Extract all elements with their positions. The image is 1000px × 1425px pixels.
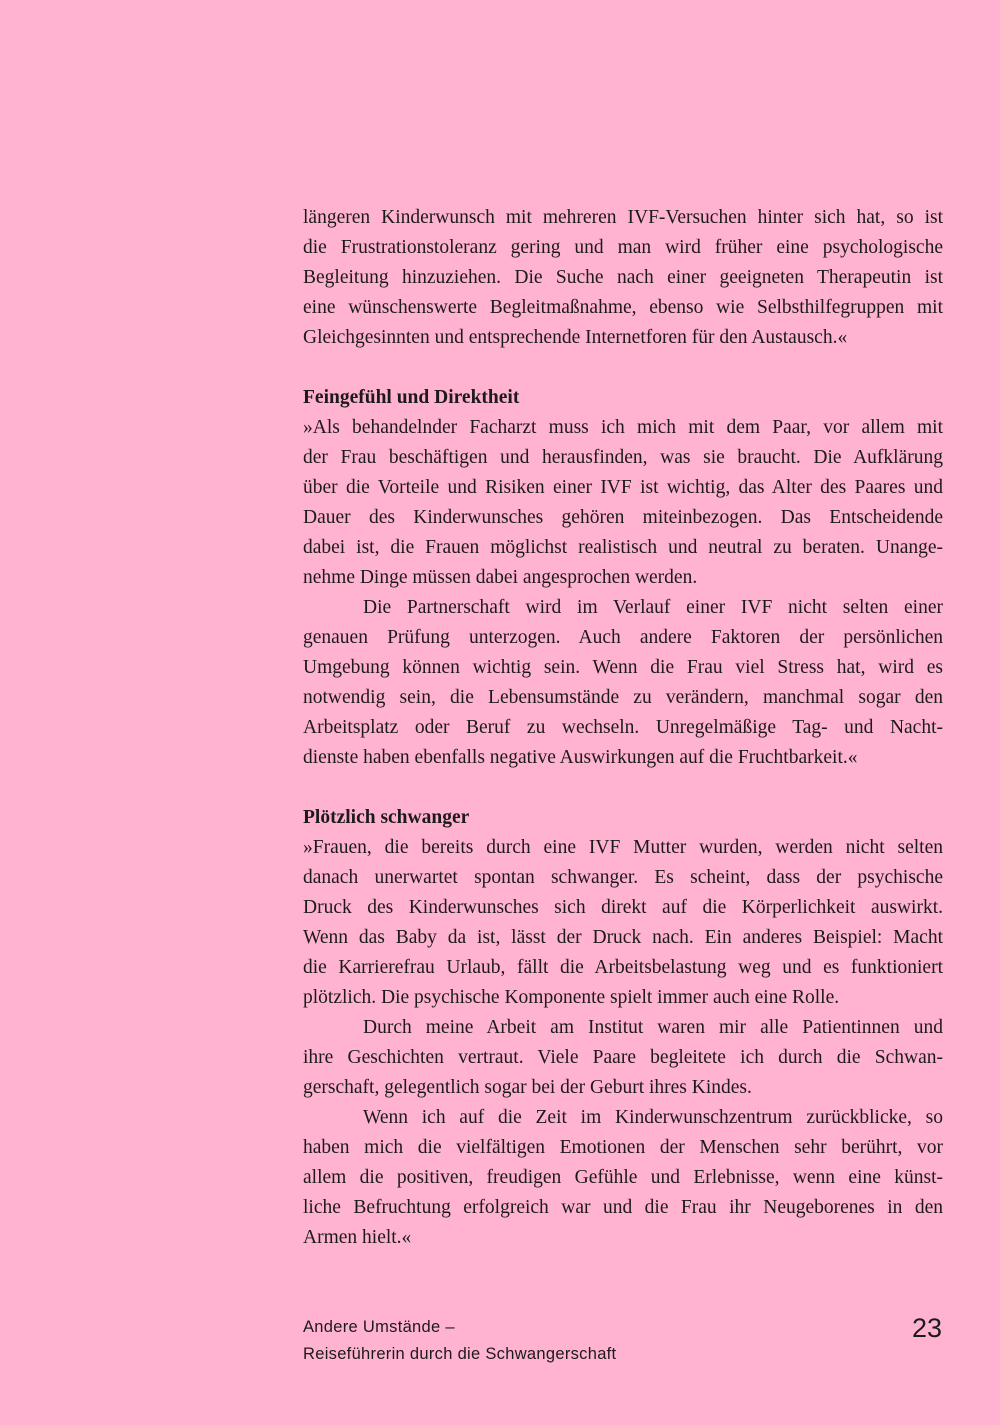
- running-footer-title: [303, 1314, 616, 1368]
- text-line: haben mich die vielfältigen Emotionen der Menschen sehr berührt, vor: [303, 1137, 943, 1158]
- section-heading-ploetzlich: Plötzlich schwanger: [303, 807, 470, 828]
- text-line: der Frau beschäftigen und herausfinden, was sie braucht. Die Aufklärung: [303, 447, 943, 468]
- text-line: plötzlich. Die psychische Komponente spielt immer auch eine Rolle.: [303, 987, 840, 1008]
- text-line: Begleitung hinzuziehen. Die Suche nach einer geeigneten Therapeutin ist: [303, 267, 943, 288]
- section-heading-feingefuehl: Feingefühl und Direktheit: [303, 387, 520, 408]
- footer-title-line: Andere Umstände –: [303, 1318, 455, 1336]
- text-line: über die Vorteile und Risiken einer IVF ist wichtig, das Alter des Paares und: [303, 477, 943, 498]
- text-line: die Frustrationstoleranz gering und man wird früher eine psychologische: [303, 237, 943, 258]
- text-line: gerschaft, gelegentlich sogar bei der Geburt ihres Kindes.: [303, 1077, 752, 1098]
- text-line: Durch meine Arbeit am Institut waren mir alle Patientinnen und: [363, 1017, 943, 1038]
- text-line: Armen hielt.«: [303, 1227, 412, 1248]
- section-gap: [303, 353, 943, 383]
- text-line: eine wünschenswerte Begleitmaßnahme, ebenso wie Selbsthilfegruppen mit: [303, 297, 943, 318]
- text-line: genauen Prüfung unterzogen. Auch andere Faktoren der persönlichen: [303, 627, 943, 648]
- text-line: dabei ist, die Frauen möglichst realistisch und neutral zu beraten. Unange-: [303, 537, 943, 558]
- text-line: Umgebung können wichtig sein. Wenn die Frau viel Stress hat, wird es: [303, 657, 943, 678]
- text-line: nehme Dinge müssen dabei angesprochen werden.: [303, 567, 698, 588]
- text-line: Die Partnerschaft wird im Verlauf einer IVF nicht selten einer: [363, 597, 943, 618]
- text-line: danach unerwartet spontan schwanger. Es scheint, dass der psychische: [303, 867, 943, 888]
- text-line: dienste haben ebenfalls negative Auswirkungen auf die Fruchtbarkeit.«: [303, 747, 858, 768]
- text-line: allem die positiven, freudigen Gefühle und Erlebnisse, wenn eine künst-: [303, 1167, 943, 1188]
- text-line: längeren Kinderwunsch mit mehreren IVF-Versuchen hinter sich hat, so ist: [303, 207, 943, 228]
- text-line: Wenn ich auf die Zeit im Kinderwunschzentrum zurückblicke, so: [363, 1107, 943, 1128]
- body-text: [303, 203, 943, 1253]
- text-line: »Als behandelnder Facharzt muss ich mich mit dem Paar, vor allem mit: [303, 417, 943, 438]
- text-line: Arbeitsplatz oder Beruf zu wechseln. Unregelmäßige Tag- und Nacht-: [303, 717, 943, 738]
- text-line: ihre Geschichten vertraut. Viele Paare begleitete ich durch die Schwan-: [303, 1047, 943, 1068]
- text-line: notwendig sein, die Lebensumstände zu verändern, manchmal sogar den: [303, 687, 943, 708]
- page-number: 23: [911, 1313, 942, 1343]
- text-line: Wenn das Baby da ist, lässt der Druck nach. Ein anderes Beispiel: Macht: [303, 927, 943, 948]
- text-line: Gleichgesinnten und entsprechende Internetforen für den Austausch.«: [303, 327, 848, 348]
- text-line: Dauer des Kinderwunsches gehören miteinbezogen. Das Entscheidende: [303, 507, 943, 528]
- footer-title-line: Reiseführerin durch die Schwangerschaft: [303, 1345, 617, 1363]
- section-gap: [303, 773, 943, 803]
- text-line: liche Befruchtung erfolgreich war und die Frau ihr Neugeborenes in den: [303, 1197, 943, 1218]
- text-line: »Frauen, die bereits durch eine IVF Mutter wurden, werden nicht selten: [303, 837, 943, 858]
- text-line: die Karrierefrau Urlaub, fällt die Arbeitsbelastung weg und es funktioniert: [303, 957, 943, 978]
- text-line: Druck des Kinderwunsches sich direkt auf die Körperlichkeit auswirkt.: [303, 897, 943, 918]
